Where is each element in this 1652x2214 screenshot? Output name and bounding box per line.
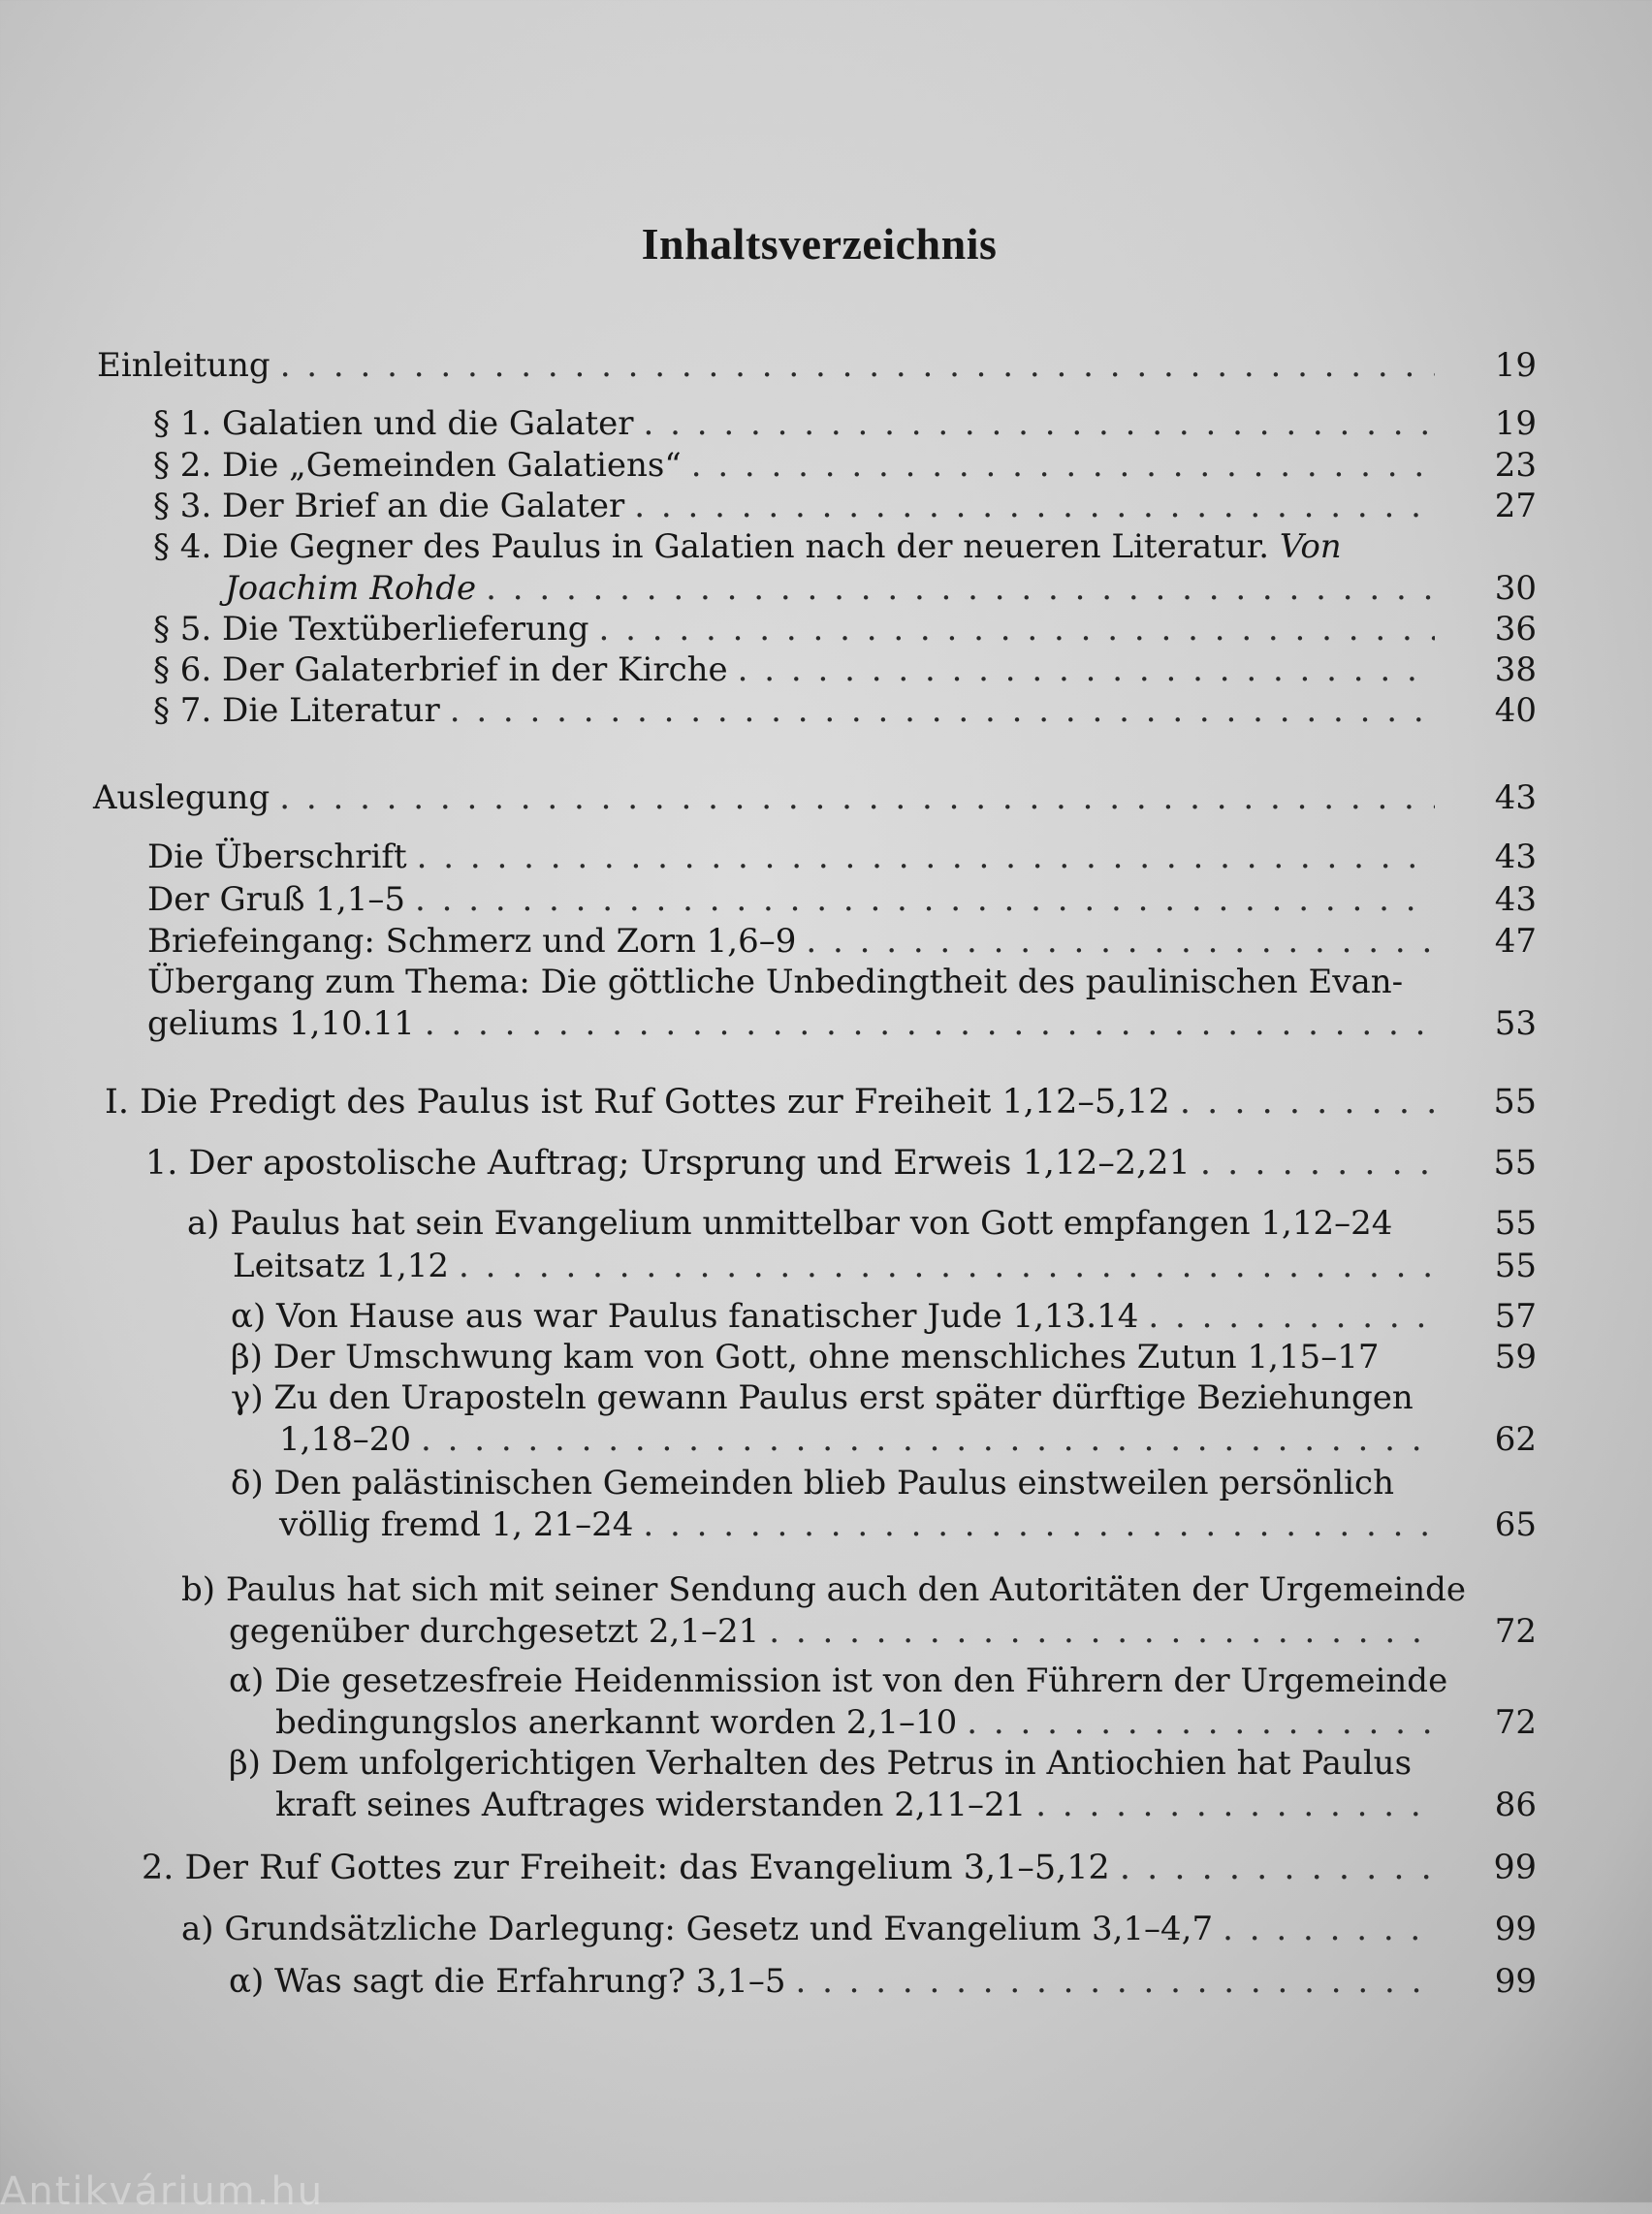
toc-entry-label: § 2. Die „Gemeinden Galatiens“ [153,446,682,485]
toc-page-number: 19 [1494,346,1537,385]
toc-entry[interactable] [233,1245,1537,1287]
toc-entry[interactable] [147,1002,1537,1045]
leader-dots [1223,1908,1435,1950]
watermark: Antikvárium.hu [0,2169,325,2214]
toc-entry-label: völlig fremd 1, 21–24 [279,1505,634,1544]
toc-entry[interactable] [229,1960,1537,2003]
toc-page-number: 23 [1494,446,1537,485]
toc-entry[interactable] [153,402,1537,445]
toc-entry-einleitung[interactable] [97,344,1537,387]
toc-entry-label: § 6. Der Galaterbrief in der Kirche [153,650,728,689]
toc-entry-label-italic: Von [1279,527,1342,566]
leader-dots [1120,1847,1435,1889]
toc-page-number: 27 [1494,487,1537,525]
toc-entry-line1[interactable]: α) Die gesetzesfreie Heidenmission ist von den Führern der Urgemeinde [229,1661,1448,1700]
leader-dots [1035,1784,1435,1826]
toc-entry-label: Die Überschrift [147,838,407,876]
page-title: Inhaltsverzeichnis [641,219,998,269]
toc-entry-line1[interactable]: γ) Zu den Uraposteln gewann Paulus erst später dürftige Beziehungen [231,1378,1414,1417]
toc-page-number: 53 [1494,1004,1537,1043]
toc-page-number: 43 [1494,838,1537,876]
toc-entry[interactable] [153,608,1537,650]
toc-entry-section-2[interactable] [142,1847,1537,1889]
toc-page-number: 62 [1494,1420,1537,1459]
toc-entry-label: § 5. Die Textüberlieferung [153,610,589,648]
leader-dots [644,402,1435,445]
toc-entry-label: a) Grundsätzliche Darlegung: Gesetz und Evangelium 3,1–4,7 [181,1910,1214,1948]
leader-dots [806,920,1435,963]
toc-page-number: 99 [1493,1849,1537,1887]
toc-entry-label: 1. Der apostolische Auftrag; Ursprung und Erweis 1,12–2,21 [145,1144,1191,1183]
toc-entry[interactable] [231,1295,1537,1338]
toc-entry-subsection-a[interactable] [187,1202,1537,1245]
leader-dots [795,1960,1435,2003]
toc-entry-line1[interactable]: Übergang zum Thema: Die göttliche Unbedingtheit des paulinischen Evan- [147,963,1404,1001]
toc-entry[interactable] [275,1784,1537,1826]
toc-entry-line1[interactable] [153,525,1342,568]
leader-dots [425,1002,1435,1045]
toc-entry[interactable] [153,648,1537,691]
toc-page-number: 40 [1494,691,1537,730]
leader-dots [1200,1142,1435,1185]
leader-dots [421,1418,1435,1461]
leader-dots [279,776,1435,819]
toc-entry[interactable] [153,444,1537,487]
toc-entry-line1[interactable]: δ) Den palästinischen Gemeinden blieb Paulus einstweilen persönlich [231,1464,1394,1502]
toc-page-number: 36 [1494,610,1537,648]
toc-page-number: 59 [1494,1338,1537,1376]
toc-entry-label: β) Der Umschwung kam von Gott, ohne menschliches Zutun 1,15–17 [231,1338,1380,1376]
toc-page-number: 86 [1494,1786,1537,1824]
toc-entry-label: I. Die Predigt des Paulus ist Ruf Gottes zur Freiheit 1,12–5,12 [105,1083,1170,1122]
toc-entry-subsection-b[interactable] [229,1610,1537,1653]
toc-entry[interactable] [231,1336,1537,1378]
leader-dots [415,878,1435,921]
toc-entry-label: 2. Der Ruf Gottes zur Freiheit: das Evangelium 3,1–5,12 [142,1849,1110,1887]
leader-dots [450,689,1435,732]
leader-dots [417,836,1435,878]
toc-entry[interactable] [153,689,1537,732]
toc-page-number: 99 [1494,1962,1537,2001]
toc-page-number: 43 [1494,778,1537,817]
toc-page-number: 55 [1494,1247,1537,1285]
toc-page-number: 19 [1494,404,1537,443]
leader-dots [691,444,1435,487]
toc-entry-subsection-a[interactable] [181,1908,1537,1950]
toc-entry-label: a) Paulus hat sein Evangelium unmittelbar von Gott empfangen 1,12–24 [187,1204,1393,1243]
leader-dots [643,1503,1435,1546]
leader-dots [634,485,1435,527]
toc-page-number: 65 [1494,1505,1537,1544]
toc-entry[interactable] [279,1503,1537,1546]
toc-entry-label: 1,18–20 [279,1420,411,1459]
toc-entry-label: § 1. Galatien und die Galater [153,404,634,443]
toc-entry-section-1[interactable] [145,1142,1537,1185]
toc-entry-label: bedingungslos anerkannt worden 2,1–10 [275,1703,958,1742]
toc-entry-label: geliums 1,10.11 [147,1004,415,1043]
toc-page-number: 99 [1494,1910,1537,1948]
leader-dots [1180,1081,1435,1123]
toc-entry-label: Briefeingang: Schmerz und Zorn 1,6–9 [147,922,797,961]
toc-entry-label: Der Gruß 1,1–5 [147,880,405,919]
toc-entry-label: α) Was sagt die Erfahrung? 3,1–5 [229,1962,786,2001]
leader-dots [738,648,1435,691]
toc-page-number: 55 [1494,1204,1537,1243]
toc-entry-part-1[interactable] [105,1081,1537,1123]
toc-entry-label: Auslegung [93,778,270,817]
leader-dots [967,1701,1435,1744]
toc-page-number: 55 [1493,1083,1537,1122]
toc-entry[interactable] [147,920,1537,963]
toc-page-number: 43 [1494,880,1537,919]
toc-page-number: 47 [1494,922,1537,961]
toc-entry[interactable] [147,836,1537,878]
toc-entry-label: Joachim Rohde [225,569,477,608]
leader-dots [280,344,1435,387]
leader-dots [769,1610,1435,1653]
toc-entry-label: α) Von Hause aus war Paulus fanatischer Jude 1,13.14 [231,1297,1139,1336]
leader-dots [486,567,1435,610]
toc-entry[interactable] [147,878,1537,921]
toc-entry-label: gegenüber durchgesetzt 2,1–21 [229,1612,760,1651]
toc-entry-label: § 3. Der Brief an die Galater [153,487,625,525]
toc-entry[interactable] [153,485,1537,527]
toc-page-number: 72 [1494,1612,1537,1651]
toc-page-number: 57 [1494,1297,1537,1336]
toc-entry[interactable] [225,567,1537,610]
toc-page-number: 38 [1494,650,1537,689]
leader-dots [1148,1295,1435,1338]
toc-page-number: 30 [1494,569,1537,608]
toc-entry-label: § 7. Die Literatur [153,691,440,730]
toc-entry-label: Leitsatz 1,12 [233,1247,450,1285]
toc-page-number: 72 [1494,1703,1537,1742]
toc-entry[interactable] [275,1701,1537,1744]
toc-page-number: 55 [1493,1144,1537,1183]
leader-dots [459,1245,1435,1287]
toc-entry-subsection-b-line1[interactable]: b) Paulus hat sich mit seiner Sendung auch den Autoritäten der Urgemeinde [181,1570,1467,1609]
toc-entry-line1[interactable]: β) Dem unfolgerichtigen Verhalten des Petrus in Antiochien hat Paulus [229,1744,1413,1783]
leader-dots [599,608,1435,650]
toc-entry-label: kraft seines Auftrages widerstanden 2,11–21 [275,1786,1027,1824]
toc-entry-label: Einleitung [97,346,270,385]
toc-entry[interactable] [279,1418,1537,1461]
toc-entry-label: § 4. Die Gegner des Paulus in Galatien nach der neueren Literatur. [153,527,1270,566]
toc-entry-auslegung[interactable] [93,776,1537,819]
